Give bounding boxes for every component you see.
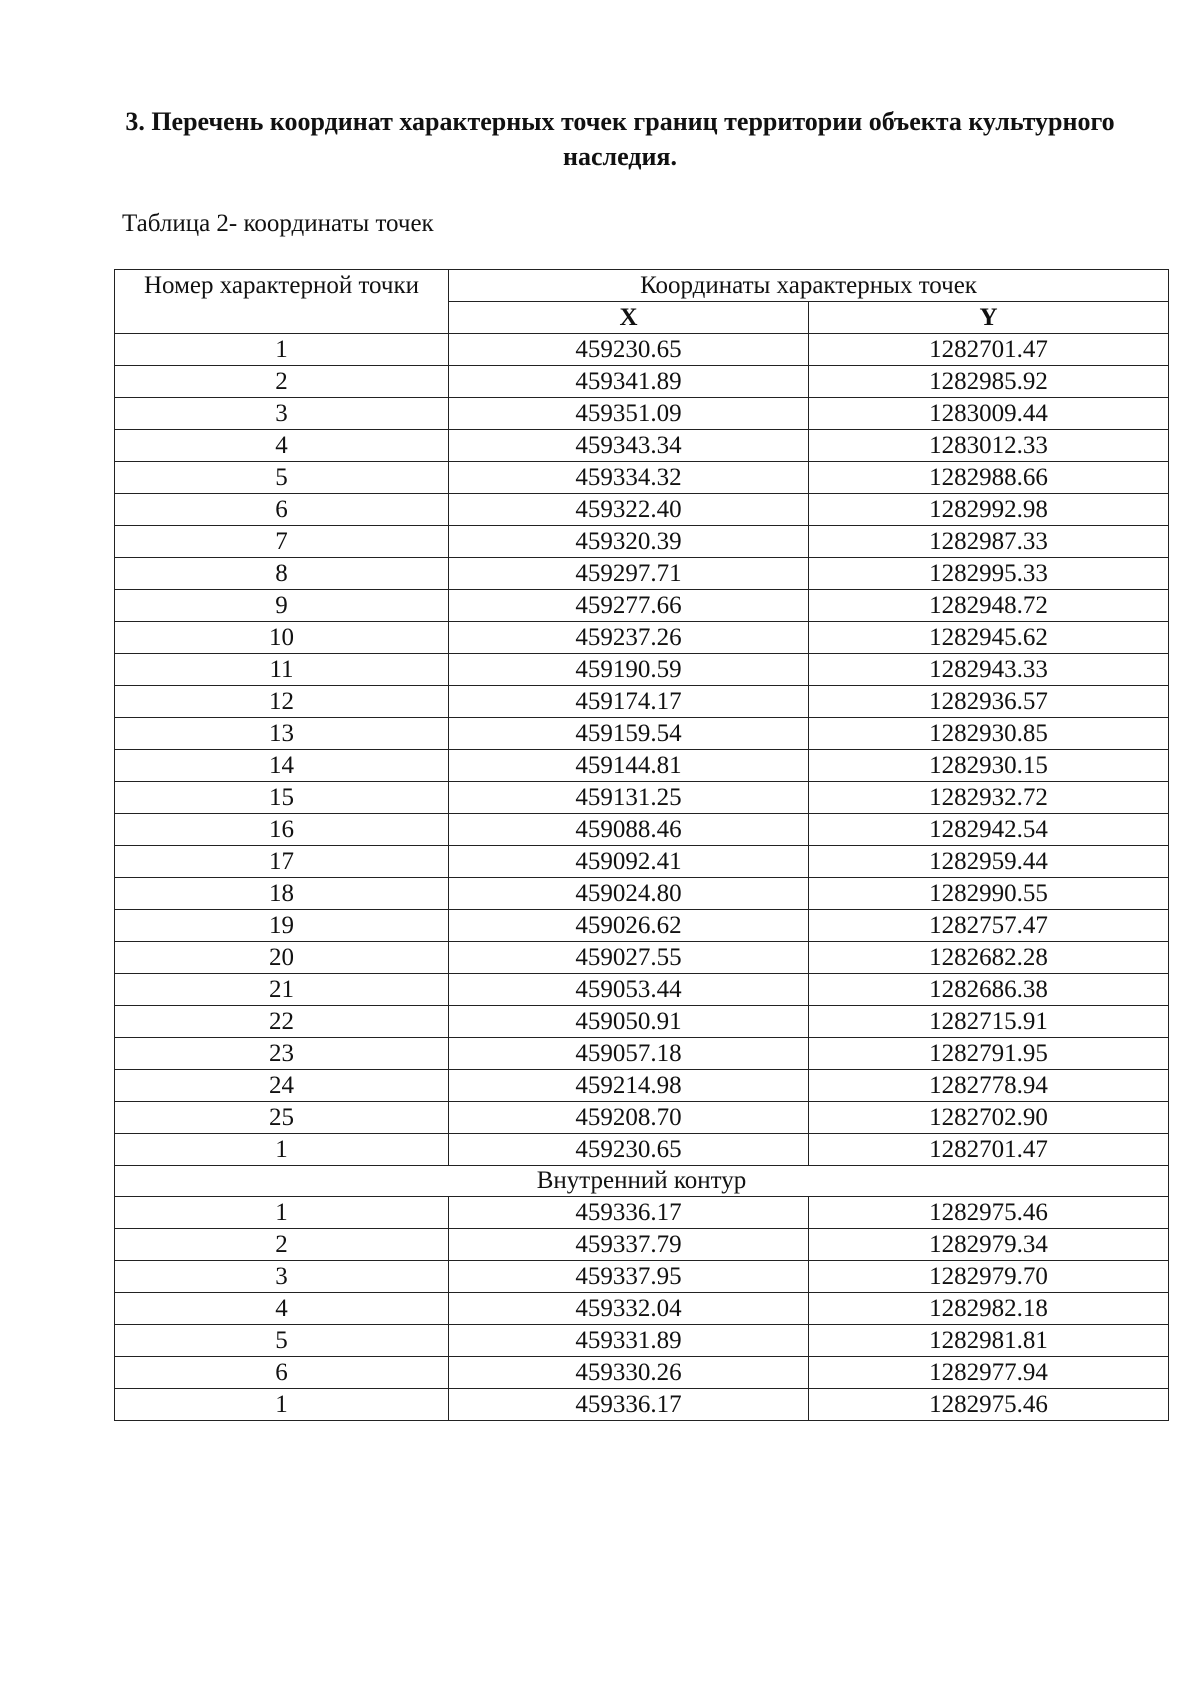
point-number-cell: 1 <box>115 334 449 366</box>
point-number-cell: 6 <box>115 494 449 526</box>
point-number-cell: 3 <box>115 1261 449 1293</box>
table-row <box>115 1325 1169 1357</box>
table-row <box>115 1261 1169 1293</box>
table-row <box>115 526 1169 558</box>
coordinates-table <box>114 269 1169 1421</box>
header-row <box>115 270 1169 302</box>
table-row <box>115 718 1169 750</box>
point-number-header: Номер характерной точки <box>115 270 449 334</box>
point-number-cell: 13 <box>115 718 449 750</box>
x-coordinate-cell: 459057.18 <box>449 1038 809 1070</box>
y-coordinate-cell: 1282791.95 <box>809 1038 1169 1070</box>
coordinates-header: Координаты характерных точек <box>449 270 1169 302</box>
y-coordinate-cell: 1282975.46 <box>809 1197 1169 1229</box>
table-row <box>115 1102 1169 1134</box>
table-row <box>115 1070 1169 1102</box>
y-coordinate-cell: 1282778.94 <box>809 1070 1169 1102</box>
point-number-cell: 6 <box>115 1357 449 1389</box>
table-row <box>115 1293 1169 1325</box>
point-number-cell: 10 <box>115 622 449 654</box>
y-coordinate-cell: 1282701.47 <box>809 334 1169 366</box>
point-number-cell: 4 <box>115 1293 449 1325</box>
point-number-cell: 1 <box>115 1197 449 1229</box>
table-header <box>115 270 1169 334</box>
point-number-cell: 23 <box>115 1038 449 1070</box>
table-row <box>115 622 1169 654</box>
point-number-cell: 17 <box>115 846 449 878</box>
point-number-cell: 2 <box>115 366 449 398</box>
y-coordinate-cell: 1282959.44 <box>809 846 1169 878</box>
y-coordinate-cell: 1282981.81 <box>809 1325 1169 1357</box>
point-number-cell: 9 <box>115 590 449 622</box>
table-row <box>115 398 1169 430</box>
point-number-cell: 24 <box>115 1070 449 1102</box>
x-coordinate-cell: 459341.89 <box>449 366 809 398</box>
x-coordinate-cell: 459214.98 <box>449 1070 809 1102</box>
y-coordinate-cell: 1282948.72 <box>809 590 1169 622</box>
point-number-cell: 15 <box>115 782 449 814</box>
table-row <box>115 366 1169 398</box>
x-coordinate-cell: 459320.39 <box>449 526 809 558</box>
table-row <box>115 558 1169 590</box>
point-number-cell: 11 <box>115 654 449 686</box>
table-row <box>115 814 1169 846</box>
y-coordinate-cell: 1282686.38 <box>809 974 1169 1006</box>
y-coordinate-cell: 1282930.15 <box>809 750 1169 782</box>
x-coordinate-cell: 459334.32 <box>449 462 809 494</box>
point-number-cell: 2 <box>115 1229 449 1261</box>
x-coordinate-cell: 459230.65 <box>449 334 809 366</box>
table-row <box>115 1197 1169 1229</box>
table-row <box>115 1357 1169 1389</box>
table-row <box>115 654 1169 686</box>
table-row <box>115 878 1169 910</box>
x-coordinate-cell: 459343.34 <box>449 430 809 462</box>
y-coordinate-cell: 1282702.90 <box>809 1102 1169 1134</box>
table-row <box>115 1389 1169 1421</box>
y-coordinate-cell: 1282987.33 <box>809 526 1169 558</box>
table-row <box>115 1006 1169 1038</box>
point-number-cell: 1 <box>115 1389 449 1421</box>
point-number-cell: 25 <box>115 1102 449 1134</box>
table-row <box>115 430 1169 462</box>
point-number-cell: 20 <box>115 942 449 974</box>
point-number-cell: 4 <box>115 430 449 462</box>
x-coordinate-cell: 459297.71 <box>449 558 809 590</box>
x-coordinate-cell: 459337.79 <box>449 1229 809 1261</box>
y-coordinate-cell: 1283012.33 <box>809 430 1169 462</box>
x-coordinate-cell: 459027.55 <box>449 942 809 974</box>
x-coordinate-cell: 459322.40 <box>449 494 809 526</box>
y-coordinate-cell: 1282932.72 <box>809 782 1169 814</box>
table-row <box>115 910 1169 942</box>
inner-contour-rows <box>115 1197 1169 1421</box>
inner-contour-row <box>115 1166 1169 1197</box>
y-coordinate-cell: 1282943.33 <box>809 654 1169 686</box>
x-header: X <box>449 302 809 334</box>
x-coordinate-cell: 459336.17 <box>449 1197 809 1229</box>
table-row <box>115 1038 1169 1070</box>
point-number-cell: 5 <box>115 462 449 494</box>
y-coordinate-cell: 1282995.33 <box>809 558 1169 590</box>
x-coordinate-cell: 459174.17 <box>449 686 809 718</box>
outer-contour-rows <box>115 334 1169 1166</box>
point-number-cell: 5 <box>115 1325 449 1357</box>
x-coordinate-cell: 459131.25 <box>449 782 809 814</box>
x-coordinate-cell: 459092.41 <box>449 846 809 878</box>
table-row <box>115 334 1169 366</box>
table-row <box>115 1134 1169 1166</box>
point-number-cell: 19 <box>115 910 449 942</box>
table-row <box>115 942 1169 974</box>
y-coordinate-cell: 1282985.92 <box>809 366 1169 398</box>
y-coordinate-cell: 1282979.70 <box>809 1261 1169 1293</box>
table-row <box>115 782 1169 814</box>
y-coordinate-cell: 1282975.46 <box>809 1389 1169 1421</box>
table-row <box>115 974 1169 1006</box>
point-number-cell: 21 <box>115 974 449 1006</box>
table-row <box>115 750 1169 782</box>
x-coordinate-cell: 459088.46 <box>449 814 809 846</box>
table-row <box>115 1229 1169 1261</box>
x-coordinate-cell: 459351.09 <box>449 398 809 430</box>
y-coordinate-cell: 1282982.18 <box>809 1293 1169 1325</box>
x-coordinate-cell: 459331.89 <box>449 1325 809 1357</box>
x-coordinate-cell: 459230.65 <box>449 1134 809 1166</box>
point-number-cell: 16 <box>115 814 449 846</box>
x-coordinate-cell: 459332.04 <box>449 1293 809 1325</box>
y-coordinate-cell: 1282757.47 <box>809 910 1169 942</box>
y-coordinate-cell: 1282942.54 <box>809 814 1169 846</box>
y-header: Y <box>809 302 1169 334</box>
inner-contour-section <box>115 1166 1169 1197</box>
x-coordinate-cell: 459053.44 <box>449 974 809 1006</box>
point-number-cell: 1 <box>115 1134 449 1166</box>
point-number-cell: 8 <box>115 558 449 590</box>
table-row <box>115 494 1169 526</box>
x-coordinate-cell: 459026.62 <box>449 910 809 942</box>
y-coordinate-cell: 1283009.44 <box>809 398 1169 430</box>
y-coordinate-cell: 1282977.94 <box>809 1357 1169 1389</box>
x-coordinate-cell: 459144.81 <box>449 750 809 782</box>
page-title: 3. Перечень координат характерных точек границ территории объекта культурного наследия. <box>125 107 1115 171</box>
y-coordinate-cell: 1282990.55 <box>809 878 1169 910</box>
x-coordinate-cell: 459208.70 <box>449 1102 809 1134</box>
point-number-cell: 12 <box>115 686 449 718</box>
x-coordinate-cell: 459190.59 <box>449 654 809 686</box>
inner-contour-label: Внутренний контур <box>115 1166 1169 1197</box>
table-row <box>115 686 1169 718</box>
x-coordinate-cell: 459024.80 <box>449 878 809 910</box>
table-row <box>115 590 1169 622</box>
y-coordinate-cell: 1282992.98 <box>809 494 1169 526</box>
point-number-cell: 14 <box>115 750 449 782</box>
y-coordinate-cell: 1282979.34 <box>809 1229 1169 1261</box>
x-coordinate-cell: 459277.66 <box>449 590 809 622</box>
point-number-cell: 22 <box>115 1006 449 1038</box>
table-caption: Таблица 2- координаты точек <box>122 210 434 237</box>
x-coordinate-cell: 459330.26 <box>449 1357 809 1389</box>
y-coordinate-cell: 1282682.28 <box>809 942 1169 974</box>
x-coordinate-cell: 459237.26 <box>449 622 809 654</box>
y-coordinate-cell: 1282936.57 <box>809 686 1169 718</box>
y-coordinate-cell: 1282930.85 <box>809 718 1169 750</box>
y-coordinate-cell: 1282945.62 <box>809 622 1169 654</box>
x-coordinate-cell: 459336.17 <box>449 1389 809 1421</box>
x-coordinate-cell: 459337.95 <box>449 1261 809 1293</box>
table-row <box>115 462 1169 494</box>
point-number-cell: 3 <box>115 398 449 430</box>
table-row <box>115 846 1169 878</box>
y-coordinate-cell: 1282715.91 <box>809 1006 1169 1038</box>
y-coordinate-cell: 1282988.66 <box>809 462 1169 494</box>
x-coordinate-cell: 459159.54 <box>449 718 809 750</box>
x-coordinate-cell: 459050.91 <box>449 1006 809 1038</box>
point-number-cell: 7 <box>115 526 449 558</box>
point-number-cell: 18 <box>115 878 449 910</box>
y-coordinate-cell: 1282701.47 <box>809 1134 1169 1166</box>
